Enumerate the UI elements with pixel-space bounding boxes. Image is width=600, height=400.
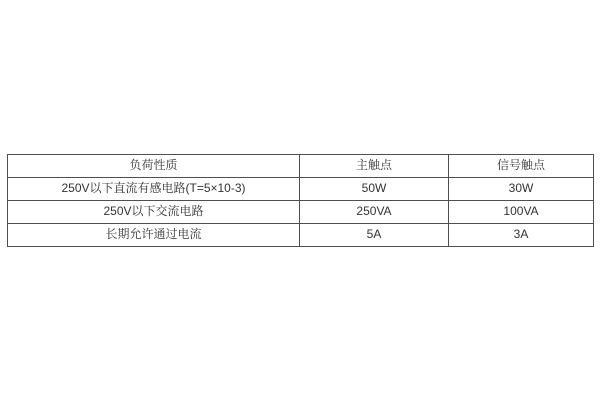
table-header-row [8, 155, 594, 178]
cell-row1-signal-contact: 30W [449, 178, 594, 201]
cell-row1-main-contact: 50W [300, 178, 449, 201]
cell-row2-main-contact: 250VA [300, 201, 449, 224]
cell-row3-load-nature: 长期允许通过电流 [8, 224, 300, 247]
table-row [8, 201, 594, 224]
cell-row2-load-nature: 250V以下交流电路 [8, 201, 300, 224]
table-row [8, 178, 594, 201]
contact-load-spec-table [7, 154, 594, 247]
cell-row1-load-nature: 250V以下直流有感电路(T=5×10-3) [8, 178, 300, 201]
header-cell-main-contact: 主触点 [300, 155, 449, 178]
header-cell-load-nature: 负荷性质 [8, 155, 300, 178]
header-cell-signal-contact: 信号触点 [449, 155, 594, 178]
cell-row2-signal-contact: 100VA [449, 201, 594, 224]
cell-row3-main-contact: 5A [300, 224, 449, 247]
table-row [8, 224, 594, 247]
cell-row3-signal-contact: 3A [449, 224, 594, 247]
